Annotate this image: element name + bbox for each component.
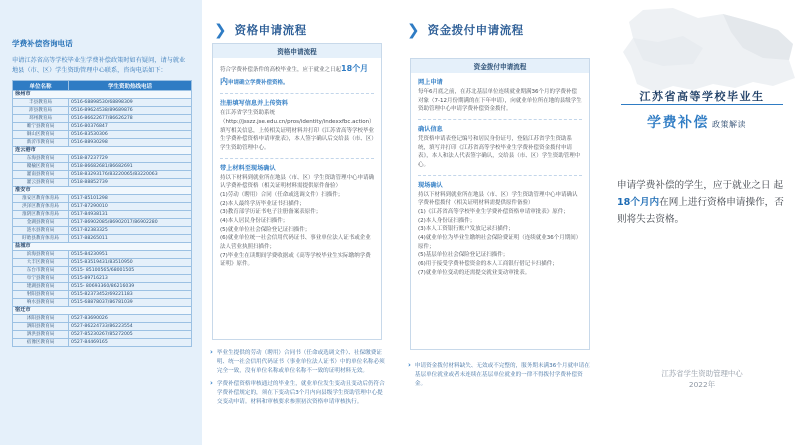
city-name: 徐州市 bbox=[13, 91, 192, 99]
phone-number: 0517-88265011 bbox=[69, 235, 192, 243]
unit-name: 东台市教育局 bbox=[13, 267, 69, 275]
unit-name: 建湖县教育局 bbox=[13, 283, 69, 291]
cover-title: 江苏省高等学校毕业生 bbox=[639, 90, 765, 103]
unit-name: 睢宁县教育局 bbox=[13, 123, 69, 131]
list-item: (5)基层单位社会保险登记证扫描件； bbox=[418, 252, 509, 259]
unit-name: 射阳县教育局 bbox=[13, 291, 69, 299]
phone-number: 0517-85101298 bbox=[69, 195, 192, 203]
phone-number: 0516-68898530/68898309 bbox=[69, 99, 192, 107]
step-online-heading: 网上申请 bbox=[418, 79, 443, 86]
table-row bbox=[13, 315, 192, 323]
table-row bbox=[13, 227, 192, 235]
table-city-row bbox=[13, 307, 192, 315]
table-row bbox=[13, 291, 192, 299]
table-row bbox=[13, 323, 192, 331]
unit-name: 灌云县教育局 bbox=[13, 179, 69, 187]
unit-name: 泗阳县教育局 bbox=[13, 323, 69, 331]
list-item: (2)本人身份证扫描件； bbox=[418, 217, 476, 224]
phone-number: 0527-86224733/86223554 bbox=[69, 323, 192, 331]
eligibility-notes bbox=[210, 349, 386, 411]
list-item: › 学费补偿资格审核通过的毕业生，就业单位发生变动且变动后仍符合学费补偿规定的，须在下变动后3个月内向县级学生资助管理中心提交变动申请。材料和审核要求参照初次资格申请审核执行。 bbox=[210, 378, 385, 405]
phone-number: 0516-80376847 bbox=[69, 123, 192, 131]
table-row bbox=[13, 259, 192, 267]
table-row bbox=[13, 251, 192, 259]
phone-number: 0515- 80693360/86216039 bbox=[69, 283, 192, 291]
contact-intro: 申请江苏省高等学校毕业生学费补偿政策时如有疑问，请与就业地县（市、区）学生资助管理中心联系，咨询电话如下： bbox=[12, 57, 186, 74]
cover-subtitle-small: 政策解读 bbox=[712, 120, 746, 129]
list-item: (7)毕业生在读期间学费收据或《高等学校毕业生实际缴纳学费证明》原件。 bbox=[220, 252, 371, 268]
table-row bbox=[13, 123, 192, 131]
unit-name: 邳州教育局 bbox=[13, 115, 69, 123]
unit-name: 铜山区教育局 bbox=[13, 131, 69, 139]
disbursement-section-title: 资金拨付申请流程 bbox=[427, 23, 524, 37]
step-confirm-text: 凭资格申请表登记编号和居民身份证号，登陆江苏省学生资助系统，填写并打印《江苏省高等学校毕业生学费补偿资金拨付申请表》，本人和法人代表签字确认，交给县（市、区）学生资助管理中心。 bbox=[418, 135, 581, 168]
eligibility-intro: 符合学费补偿条件的高校毕业生，应于就业之日起18个月内申请确立学费补偿资格。 bbox=[220, 64, 369, 86]
phone-number: 0518-88852739 bbox=[69, 179, 192, 187]
disbursement-section-heading bbox=[407, 22, 524, 38]
list-item: (3)教育部学历证书电子注册备案表原件； bbox=[220, 209, 322, 216]
eligibility-section-title: 资格申请流程 bbox=[234, 23, 307, 37]
unit-name: 阜宁县教育局 bbox=[13, 275, 69, 283]
unit-name: 淮安区教育体育局 bbox=[13, 195, 69, 203]
city-name: 宿迁市 bbox=[13, 307, 192, 315]
phone-number: 0517-82383325 bbox=[69, 227, 192, 235]
city-name: 盐城市 bbox=[13, 243, 192, 251]
step-onsite-confirm-text: 持以下材料到就业所在地县（市、区）学生资助管理中心申请确认学费补偿拨付（相关证明材料需提供原件备验） bbox=[418, 191, 578, 207]
phone-number: 0516-86622677/86626278 bbox=[69, 115, 192, 123]
list-item: (3)本人工资银行账户发放记录扫描件； bbox=[418, 226, 514, 233]
step-online-text: 每年6月底之前，在苏北基层单位连续就业期满36个月的学费补偿对象（7-12月份期满的在下年申请），向就业单位所在地的县级学生资助管理中心申请学费补偿资金拨付。 bbox=[418, 88, 582, 113]
unit-name: 灌南县教育局 bbox=[13, 171, 69, 179]
step-register-heading: 注册填写信息并上传资料 bbox=[220, 100, 289, 108]
list-item: › 申请资金拨付材料缺失、无效或不完整的，服务期未满36个月就申请在基层单位就业或者未连续在基层单位就业的一律不得拨付学费补偿资金。 bbox=[408, 361, 590, 387]
list-item: (1)劳动（聘用）合同（任命或选调文件）扫描件； bbox=[220, 191, 344, 198]
cover-subtitle: 学费补偿 政策解读 bbox=[647, 115, 746, 131]
eligibility-materials-list bbox=[220, 191, 374, 269]
cover-panel bbox=[603, 0, 798, 445]
disbursement-notes bbox=[408, 362, 592, 393]
phone-number: 0515-89716213 bbox=[69, 275, 192, 283]
table-city-row bbox=[13, 187, 192, 195]
table-row bbox=[13, 171, 192, 179]
table-row bbox=[13, 339, 192, 347]
cover-year: 2022年 bbox=[688, 380, 716, 390]
table-row bbox=[13, 331, 192, 339]
step-onsite-text: 持以下材料到就业所在地县（市、区）学生资助管理中心申请确认学费补偿资格（相关证明材料需提供原件备验） bbox=[220, 174, 375, 190]
unit-name: 响水县教育局 bbox=[13, 299, 69, 307]
list-item: (7)就业单位变动的还需提交就业变动审批表。 bbox=[418, 269, 531, 276]
phone-number: 0515-68878037/86781039 bbox=[69, 299, 192, 307]
unit-name: 东海县教育局 bbox=[13, 155, 69, 163]
unit-name: 沭阳县教育局 bbox=[13, 315, 69, 323]
unit-name: 赣榆区教育局 bbox=[13, 163, 69, 171]
unit-name: 丰县教育局 bbox=[13, 99, 69, 107]
divider bbox=[621, 104, 783, 105]
arrow-right-icon: › bbox=[210, 378, 213, 387]
table-row bbox=[13, 179, 192, 187]
table-row bbox=[13, 99, 192, 107]
unit-name: 泗洪县教育局 bbox=[13, 331, 69, 339]
table-header-unit: 单位名称 bbox=[13, 81, 69, 91]
unit-name: 淮阴区教育体育局 bbox=[13, 211, 69, 219]
table-row bbox=[13, 299, 192, 307]
table-row bbox=[13, 163, 192, 171]
contact-title: 学费补偿咨询电话 bbox=[12, 39, 73, 48]
phone-number: 0515- 85100565/68001505 bbox=[69, 267, 192, 275]
list-item: (1)《江苏省高等学校毕业生学费补偿资格申请审批表》原件； bbox=[418, 208, 569, 215]
table-row bbox=[13, 283, 192, 291]
list-item: (5)就业单位社会保险登记证扫描件； bbox=[220, 226, 311, 233]
disbursement-process-box bbox=[410, 58, 590, 350]
phone-number: 0527-83690026 bbox=[69, 315, 192, 323]
unit-name: 金湖县教育局 bbox=[13, 219, 69, 227]
city-name: 淮安市 bbox=[13, 187, 192, 195]
unit-name: 滨海县教育局 bbox=[13, 251, 69, 259]
eligibility-section-heading bbox=[214, 22, 307, 38]
phone-number: 0518-87237729 bbox=[69, 155, 192, 163]
cover-footer bbox=[621, 368, 783, 390]
table-city-row bbox=[13, 91, 192, 99]
unit-name: 宿豫区教育局 bbox=[13, 339, 69, 347]
unit-name: 大丰区教育局 bbox=[13, 259, 69, 267]
cover-deadline-highlight: 18个月内 bbox=[617, 196, 660, 208]
step-onsite-confirm-heading: 现场确认 bbox=[418, 181, 443, 189]
unit-name: 沛县教育局 bbox=[13, 107, 69, 115]
table-row bbox=[13, 139, 192, 147]
table-row bbox=[13, 211, 192, 219]
table-header-phone: 学生资助热线电话 bbox=[69, 81, 192, 91]
phone-number: 0527-84469165 bbox=[69, 339, 192, 347]
phone-number: 0516-88930298 bbox=[69, 139, 192, 147]
phone-number: 0527-85230267/85272005 bbox=[69, 331, 192, 339]
contact-column bbox=[0, 0, 202, 445]
phone-number: 0515-84230951 bbox=[69, 251, 192, 259]
unit-name: 新沂市教育局 bbox=[13, 139, 69, 147]
list-item: (2)本人最终学历毕业证书扫描件； bbox=[220, 200, 305, 207]
phone-number: 0518-83293176/83220065/83220063 bbox=[69, 171, 192, 179]
table-row bbox=[13, 131, 192, 139]
phone-number: 0515-83519431/83510950 bbox=[69, 259, 192, 267]
city-name: 连云港市 bbox=[13, 147, 192, 155]
phone-number: 0517-87290010 bbox=[69, 203, 192, 211]
table-row bbox=[13, 203, 192, 211]
arrow-right-icon: › bbox=[210, 348, 213, 356]
unit-name: 涟水县教育局 bbox=[13, 227, 69, 235]
eligibility-deadline-highlight: 18个月内 bbox=[220, 64, 369, 86]
table-row bbox=[13, 267, 192, 275]
table-row bbox=[13, 115, 192, 123]
phone-number: 0515-82373452/69221183 bbox=[69, 291, 192, 299]
phone-number: 0517-84938131 bbox=[69, 211, 192, 219]
step-confirm-heading: 确认信息 bbox=[418, 125, 443, 133]
arrow-right-icon: › bbox=[408, 361, 411, 369]
table-row bbox=[13, 155, 192, 163]
contact-table-body bbox=[13, 91, 192, 347]
disbursement-box-caption: 资金拨付申请流程 bbox=[411, 59, 589, 73]
eligibility-box-caption: 资格申请流程 bbox=[213, 44, 381, 58]
table-row bbox=[13, 195, 192, 203]
list-item: (4)本人居民身份证扫描件； bbox=[220, 217, 289, 224]
unit-name: 盱眙县教育体育局 bbox=[13, 235, 69, 243]
contact-table bbox=[12, 80, 192, 347]
unit-name: 洪泽区教育体育局 bbox=[13, 203, 69, 211]
phone-number: 0518-86682681/86682691 bbox=[69, 163, 192, 171]
table-row bbox=[13, 275, 192, 283]
chevron-right-icon: ❯ bbox=[407, 20, 420, 39]
list-item: › 毕业生提供的劳动（聘用）合同书（任命或选调文件）、社保缴费证明、统一社会信用代码证书（事业单位法人证书）中的单位名称必须完全一致，没有单位名称或单位名称不一致的证明材料无效。 bbox=[210, 348, 385, 374]
chevron-right-icon: ❯ bbox=[214, 20, 227, 39]
phone-number: 0516-89624538/89689876 bbox=[69, 107, 192, 115]
table-city-row bbox=[13, 147, 192, 155]
cover-description: 申请学费补偿的学生，应于就业之日 起18个月内在网上进行资格申请操作，否则将失去资格。 bbox=[617, 180, 784, 225]
list-item: (6)就业单位统一社会信用代码证书、事业单位法人证书或企业法人营业执照扫描件； bbox=[220, 235, 371, 251]
cover-org: 江苏省学生资助管理中心 bbox=[661, 369, 743, 378]
table-row bbox=[13, 219, 192, 227]
phone-number: 0516-83530306 bbox=[69, 131, 192, 139]
table-city-row bbox=[13, 243, 192, 251]
disbursement-materials-list bbox=[418, 208, 582, 278]
step-register-text: 在江苏省学生资助系统（http://jsszz.jse.edu.cn/pros/identity/indexxfbc.action）填写相关信息，上传相关证明材料并打印《江苏省高等学校毕业生学费补偿资格申请审批表》，本人签字确认后交给县（市、区）学生资助管理中心。 bbox=[220, 110, 375, 151]
phone-number: 0517-86902085/86902017/86902280 bbox=[69, 219, 192, 227]
table-row bbox=[13, 235, 192, 243]
list-item: (6)用于接受学费补偿资金的本人工商银行借记卡扫描件； bbox=[418, 261, 558, 268]
list-item: (4)就业单位为毕业生缴纳社会保险费证明（连续就业36个月期间）原件； bbox=[418, 235, 582, 250]
eligibility-process-box bbox=[212, 43, 382, 340]
step-onsite-heading: 带上材料至现场确认 bbox=[220, 164, 276, 172]
table-row bbox=[13, 107, 192, 115]
